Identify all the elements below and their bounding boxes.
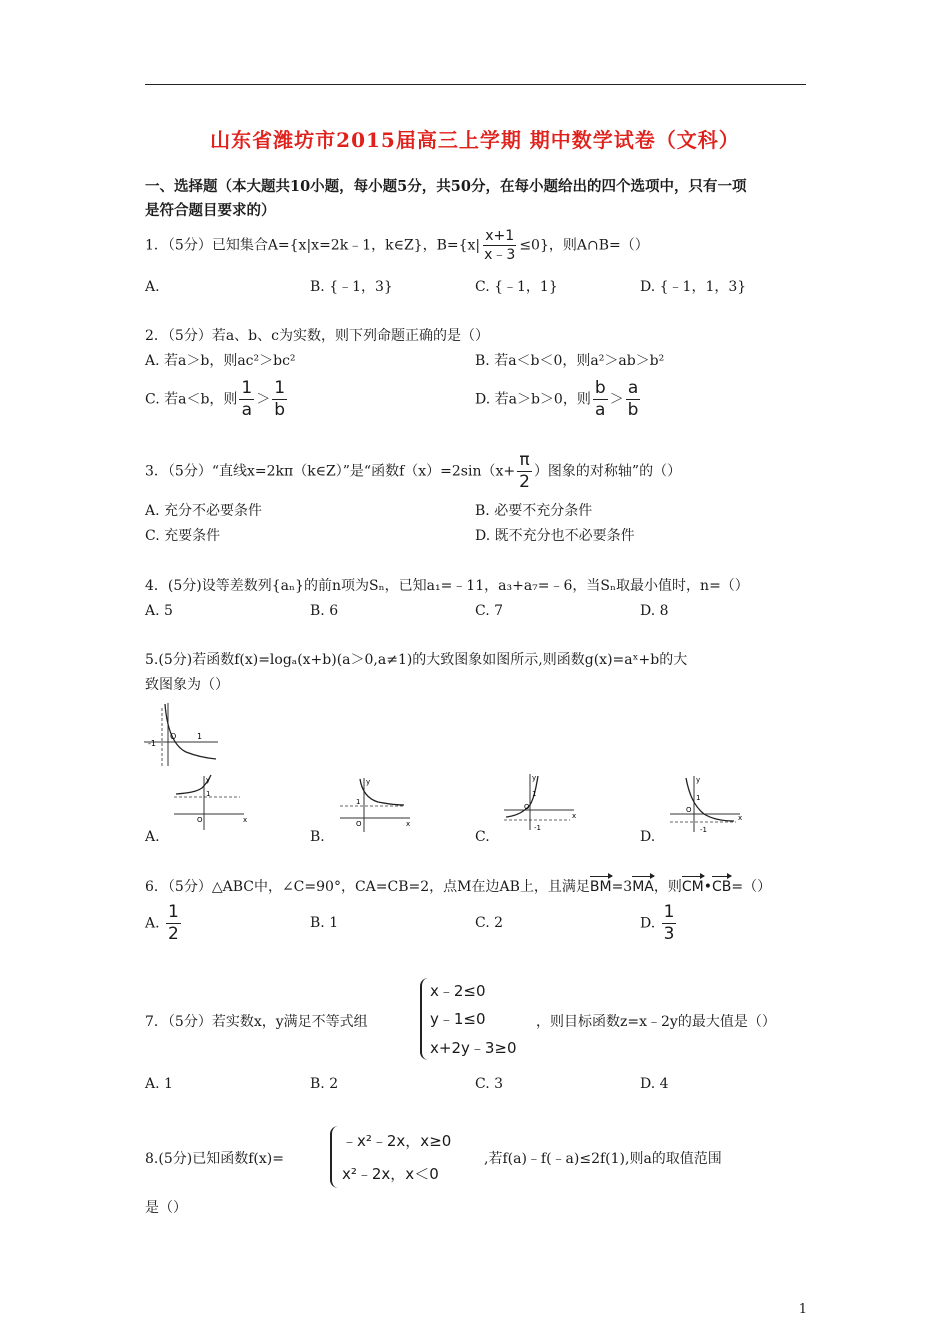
q5-b-label-origin: O	[356, 820, 362, 828]
q2-option-d	[475, 380, 642, 419]
q6-vector-bm: BM	[590, 876, 612, 896]
question-8-pre: 8.(5分)已知函数f(x)=	[145, 1151, 284, 1167]
q5-b-label-x: x	[406, 820, 411, 828]
q3-fraction	[517, 452, 532, 491]
q5-log-graph	[142, 700, 222, 768]
q3-option-b: B. 必要不充分条件	[475, 503, 593, 519]
q3-option-a: A. 充分不必要条件	[145, 503, 263, 519]
q5-main-label-neg1: -1	[148, 739, 156, 748]
q7-system-line-1: x﹣2≤0	[430, 982, 486, 1000]
q7-option-c: C. 3	[475, 1076, 504, 1092]
q7-system-brace	[420, 978, 430, 1060]
q1-fraction-num: x+1	[485, 228, 515, 244]
q5-b-label-one: 1	[356, 798, 361, 806]
section-heading-line-1: 一、选择题（本大题共10小题，每小题5分，共50分，在每小题给出的四个选项中，只有一项	[145, 178, 747, 195]
q2-c-fraction-1	[239, 380, 254, 419]
q2-c-fraction-2	[272, 380, 287, 419]
q1-text-post: ≤0}，则A∩B=（）	[519, 237, 649, 254]
q7-system-line-3: x+2y﹣3≥0	[430, 1039, 517, 1057]
q5-option-d: D.	[640, 829, 656, 845]
q6-option-d	[640, 904, 678, 943]
q5-c-label-y: y	[532, 774, 537, 782]
q7-system-line-2: y﹣1≤0	[430, 1010, 486, 1028]
q1-fraction-den: x﹣3	[484, 247, 516, 263]
q2-d-f1-num: b	[594, 378, 606, 398]
q8-piece-line-2: x²﹣2x，x＜0	[342, 1165, 439, 1183]
q5-d-label-origin: O	[686, 806, 692, 814]
q4-option-d: D. 8	[640, 603, 669, 619]
q3-text-pre: 3．（5分）“直线x=2kπ（k∈Z）”是“函数f（x）=2sin（x+	[145, 463, 516, 480]
q5-option-a-graph	[170, 772, 250, 832]
q6-vector-cm: CM	[682, 876, 704, 896]
exam-title: 山东省潍坊市2015届高三上学期 期中数学试卷（文科）	[210, 128, 740, 152]
q3-text-post: ）图象的对称轴”的（）	[533, 463, 682, 480]
q2-d-f2-den: b	[627, 400, 639, 420]
q6-vector-ma: MA	[632, 876, 654, 896]
q2-d-f1-den: a	[595, 400, 606, 420]
question-2-stem: 2．（5分）若a、b、c为实数，则下列命题正确的是（）	[145, 328, 489, 344]
q6-option-b: B. 1	[310, 915, 339, 931]
header-rule	[145, 84, 806, 85]
q5-b-label-y: y	[366, 778, 371, 786]
q6-text-then: ，则	[653, 879, 682, 895]
q5-option-a: A.	[145, 829, 160, 845]
q6-a-num: 1	[168, 902, 179, 922]
q6-text-pre: 6．（5分）△ABC中，∠C=90°，CA=CB=2，点M在边AB上，且满足	[145, 879, 590, 895]
q2-d-fraction-1	[593, 380, 608, 419]
question-5-line-1: 5.(5分)若函数f(x)=logₐ(x+b)(a＞0,a≠1)的大致图象如图所示,则函数g(x)=aˣ+b的大	[145, 652, 688, 668]
q3-fraction-den: 2	[519, 472, 530, 492]
question-6-stem	[145, 876, 771, 896]
q5-c-label-neg1: -1	[534, 824, 541, 832]
q5-main-label-one: 1	[197, 732, 203, 741]
question-8-line-2: 是（）	[145, 1200, 187, 1216]
q6-d-num: 1	[663, 902, 675, 922]
q2-c-f2-num: 1	[274, 378, 286, 398]
q8-piece-line-1: ﹣x²﹣2x，x≥0	[342, 1132, 452, 1150]
q5-d-label-x: x	[738, 814, 743, 822]
q5-a-label-y: y	[206, 776, 211, 784]
q5-a-label-one: 1	[206, 790, 211, 798]
q6-d-fraction	[662, 904, 677, 943]
q2-c-gt: ＞	[256, 391, 271, 408]
q5-option-d-graph	[666, 772, 746, 834]
q6-a-label: A.	[145, 915, 160, 932]
q6-option-c: C. 2	[475, 915, 504, 931]
question-4-stem: 4．(5分)设等差数列{aₙ}的前n项为Sₙ，已知a₁=﹣11，a₃+a₇=﹣6，当Sₙ取最小值时，n=（）	[145, 578, 749, 594]
q4-option-b: B. 6	[310, 603, 339, 619]
q2-d-f2-num: a	[627, 378, 639, 398]
q5-c-label-x: x	[572, 812, 577, 820]
question-5-line-2: 致图象为（）	[145, 677, 229, 693]
question-1-stem	[145, 229, 649, 262]
q2-d-fraction-2	[626, 380, 641, 419]
q1-option-b: B. {﹣1，3}	[310, 279, 393, 295]
q5-c-label-one: 1	[532, 790, 537, 798]
q2-option-c	[145, 380, 289, 419]
q7-option-a: A. 1	[145, 1076, 173, 1092]
q4-option-a: A. 5	[145, 603, 173, 619]
q2-option-a: A. 若a＞b，则ac²＞bc²	[145, 353, 296, 369]
q1-option-a: A.	[145, 279, 160, 295]
section-heading-line-2: 是符合题目要求的）	[145, 202, 276, 219]
q2-c-f1-den: a	[241, 400, 253, 420]
q1-option-d: D. {﹣1，1，3}	[640, 279, 747, 295]
q5-d-label-neg1: -1	[700, 826, 707, 834]
q6-a-fraction	[166, 904, 181, 943]
q6-option-a	[145, 904, 183, 943]
question-8-post: ,若f(a)﹣f(﹣a)≤2f(1),则a的取值范围	[484, 1151, 722, 1167]
question-7-pre: 7．（5分）若实数x，y满足不等式组	[145, 1014, 368, 1030]
q5-option-b-graph	[336, 774, 416, 834]
q6-text-post: =（）	[731, 879, 772, 895]
q5-d-label-y: y	[696, 776, 701, 784]
q5-option-c-graph	[500, 770, 580, 832]
q2-d-text: D. 若a＞b＞0，则	[475, 391, 591, 408]
q7-option-d: D. 4	[640, 1076, 669, 1092]
q8-piecewise-brace	[330, 1126, 340, 1188]
q3-fraction-num: π	[519, 450, 530, 470]
q2-c-f2-den: b	[274, 400, 286, 420]
q6-d-label: D.	[640, 915, 656, 932]
q5-a-label-x: x	[243, 816, 248, 824]
q6-d-den: 3	[663, 924, 675, 944]
q5-main-label-origin: O	[170, 732, 177, 741]
q5-c-label-origin: O	[524, 803, 530, 811]
q1-text-pre: 1．（5分）已知集合A={x|x=2k﹣1，k∈Z}，B={x|	[145, 237, 481, 254]
q1-option-c: C. {﹣1，1}	[475, 279, 558, 295]
q1-fraction	[482, 229, 517, 262]
q6-a-den: 2	[168, 924, 179, 944]
q4-option-c: C. 7	[475, 603, 504, 619]
q5-option-c: C.	[475, 829, 490, 845]
q5-option-b: B.	[310, 829, 325, 845]
q6-vector-cb: CB	[712, 876, 731, 896]
q3-option-c: C. 充要条件	[145, 528, 221, 544]
question-3-stem	[145, 452, 681, 491]
q6-text-mid: =3	[611, 879, 633, 895]
q7-option-b: B. 2	[310, 1076, 339, 1092]
q2-option-b: B. 若a＜b＜0，则a²＞ab＞b²	[475, 353, 665, 369]
q5-d-curve	[686, 778, 734, 821]
q2-c-f1-num: 1	[241, 378, 253, 398]
q6-dot: •	[703, 879, 712, 895]
q3-option-d: D. 既不充分也不必要条件	[475, 528, 635, 544]
question-7-post: ，则目标函数z=x﹣2y的最大值是（）	[536, 1014, 776, 1030]
q2-c-text: C. 若a＜b，则	[145, 391, 238, 408]
q5-a-label-origin: O	[197, 816, 203, 824]
q5-d-label-one: 1	[696, 794, 701, 802]
page-number: 1	[798, 1302, 807, 1317]
q2-d-gt: ＞	[609, 391, 624, 408]
